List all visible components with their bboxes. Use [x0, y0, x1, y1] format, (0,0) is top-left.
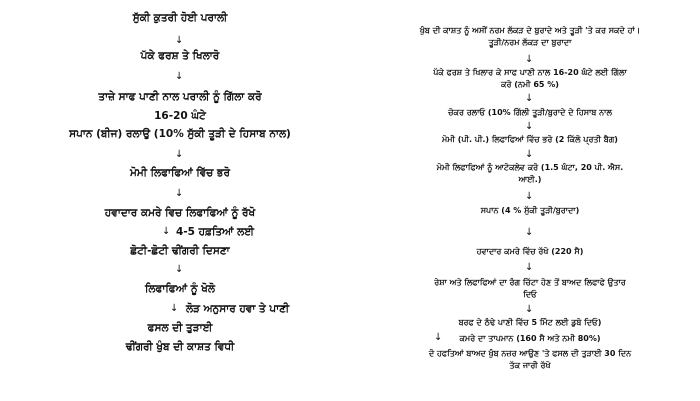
left-step-4-duration: 16-20 ਘੰਟੇ: [154, 110, 206, 122]
right-step-4: ਮੋਮੀ (ਪੀ. ਪੀ.) ਲਿਫਾਫਿਆਂ ਵਿੱਚ ਭਰੋ (2 ਕਿੱਲੋ ਪ੍ਰਤੀ ਬੈਗ): [442, 135, 618, 144]
left-step-11-caption: ਢੀਂਗਰੀ ਖੁੰਬ ਦੀ ਕਾਸ਼ਤ ਵਿਧੀ: [125, 341, 235, 353]
arrow-down-icon: ↓: [525, 54, 534, 65]
right-step-5a: ਮੋਮੀ ਲਿਫਾਫਿਆਂ ਨੂੰ ਆਟੋਕਲੇਵ ਕਰੋ (1.5 ਘੰਟਾ, 20 ਪੀ. ਐਸ.: [436, 163, 624, 172]
right-step-8b: ਦਿਓ: [523, 290, 537, 299]
left-step-5: ਸਪਾਨ (ਬੀਜ) ਰਲਾਉ (10% ਸੁੱਕੀ ਤੂੜੀ ਦੇ ਹਿਸਾਬ ਨਾਲ): [69, 128, 291, 140]
right-step-9: ਬਰਫ ਦੇ ਠੰਢੇ ਪਾਣੀ ਵਿੱਚ 5 ਮਿੰਟ ਲਈ ਡੁਬੋ ਦਿਓ): [458, 318, 602, 327]
left-step-7: ਹਵਾਦਾਰ ਕਮਰੇ ਵਿਚ ਲਿਫਾਫਿਆਂ ਨੂੰ ਰੱਖੋ: [104, 207, 256, 219]
arrow-down-icon: ↓: [175, 264, 184, 275]
arrow-down-icon: ↓: [162, 226, 171, 237]
right-step-6: ਸਪਾਨ (4 % ਸੁੱਕੀ ਤੂੜੀ/ਬੁਰਾਦਾ): [480, 206, 580, 215]
right-step-2b: ਕਰੋ (ਨਮੀ 65 %): [501, 80, 559, 89]
arrow-label-air-water: ਲੋੜ ਅਨੁਸਾਰ ਹਵਾ ਤੇ ਪਾਣੀ: [186, 303, 290, 315]
left-step-2: ਪੱਕੇ ਫਰਸ਼ ਤੇ ਖਿਲਾਰੋ: [140, 50, 220, 62]
left-step-9: ਲਿਫਾਫਿਆਂ ਨੂੰ ਖੋਲੋ: [145, 283, 215, 295]
arrow-down-icon: ↓: [525, 262, 534, 273]
right-step-5b: ਆਈ.): [518, 175, 542, 184]
arrow-down-icon: ↓: [525, 227, 534, 238]
arrow-label-incubation: 4-5 ਹਫ਼ਤਿਆਂ ਲਈ: [176, 226, 255, 238]
arrow-down-icon: ↓: [525, 304, 534, 315]
left-step-3: ਤਾਜ਼ੇ ਸਾਫ ਪਾਣੀ ਨਾਲ ਪਰਾਲੀ ਨੂੰ ਗਿੱਲਾ ਕਰੋ: [98, 91, 262, 103]
right-intro: ਖੁੰਬ ਦੀ ਕਾਸ਼ਤ ਨੂੰ ਅਸੀਂ ਨਰਮ ਲੱਕੜ ਦੇ ਬੁਰਾਦੇ ਅਤੇ ਤੂੜੀ 'ਤੇ ਕਰ ਸਕਦੇ ਹਾਂ।: [419, 26, 641, 35]
arrow-down-icon: ↓: [175, 149, 184, 160]
arrow-down-icon: ↓: [525, 149, 534, 160]
right-step-11b: ਤੱਕ ਜਾਰੀ ਰੱਖੋ: [509, 361, 551, 370]
right-step-2a: ਪੱਕੇ ਫਰਸ਼ ਤੇ ਖਿਲਾਰ ਕੇ ਸਾਫ ਪਾਣੀ ਨਾਲ 16-20 ਘੰਟੇ ਲਈ ਗਿੱਲਾ: [433, 68, 627, 77]
right-step-11a: ਦੋ ਹਫਤਿਆਂ ਬਾਅਦ ਖੁੰਬ ਨਜ਼ਰ ਆਉਣ 'ਤੇ ਫਸਲ ਦੀ ਤੁੜਾਈ 30 ਦਿਨ: [428, 349, 632, 358]
left-step-8: ਛੋਟੀ-ਛੋਟੀ ਢੀਂਗਰੀ ਦਿਸਣਾ: [130, 245, 230, 257]
arrow-down-icon: ↓: [525, 121, 534, 132]
arrow-down-icon: ↓: [525, 93, 534, 104]
left-step-10: ਫਸਲ ਦੀ ਤੁੜਾਈ: [147, 322, 213, 334]
arrow-down-icon: ↓: [525, 191, 534, 202]
right-step-10: ਕਮਰੇ ਦਾ ਤਾਪਮਾਨ (160 ਸੈ ਅਤੇ ਨਮੀ 80%): [459, 334, 601, 343]
arrow-down-icon: ↓: [175, 71, 184, 82]
right-step-8a: ਰੇਸ਼ਾ ਅਤੇ ਲਿਫਾਫਿਆਂ ਦਾ ਰੰਗ ਚਿੱਟਾ ਹੋਣ ਤੋਂ ਬਾਅਦ ਲਿਫਾਫੇ ਉਤਾਰ: [434, 278, 626, 287]
left-step-1: ਸੁੱਕੀ ਕੁਤਰੀ ਹੋਈ ਪਰਾਲੀ: [132, 12, 228, 24]
arrow-down-icon: ↓: [175, 188, 184, 199]
right-step-3: ਚੋਕਰ ਰਲਾਓ (10% ਗਿੱਲੀ ਤੂੜੀ/ਬੁਰਾਦੇ ਦੇ ਹਿਸਾਬ ਨਾਲ: [448, 108, 612, 117]
arrow-down-icon: ↓: [170, 303, 179, 314]
left-step-6: ਮੋਮੀ ਲਿਫਾਫਿਆਂ ਵਿੱਚ ਭਰੋ: [130, 167, 230, 179]
right-step-7: ਹਵਾਦਾਰ ਕਮਰੇ ਵਿੱਚ ਰੱਖੋ (220 ਸੈ): [476, 247, 584, 256]
arrow-down-icon: ↓: [434, 332, 443, 343]
right-step-1: ਤੂੜੀ/ਨਰਮ ਲੱਕੜ ਦਾ ਬੁਰਾਦਾ: [488, 38, 572, 47]
arrow-down-icon: ↓: [175, 35, 184, 46]
